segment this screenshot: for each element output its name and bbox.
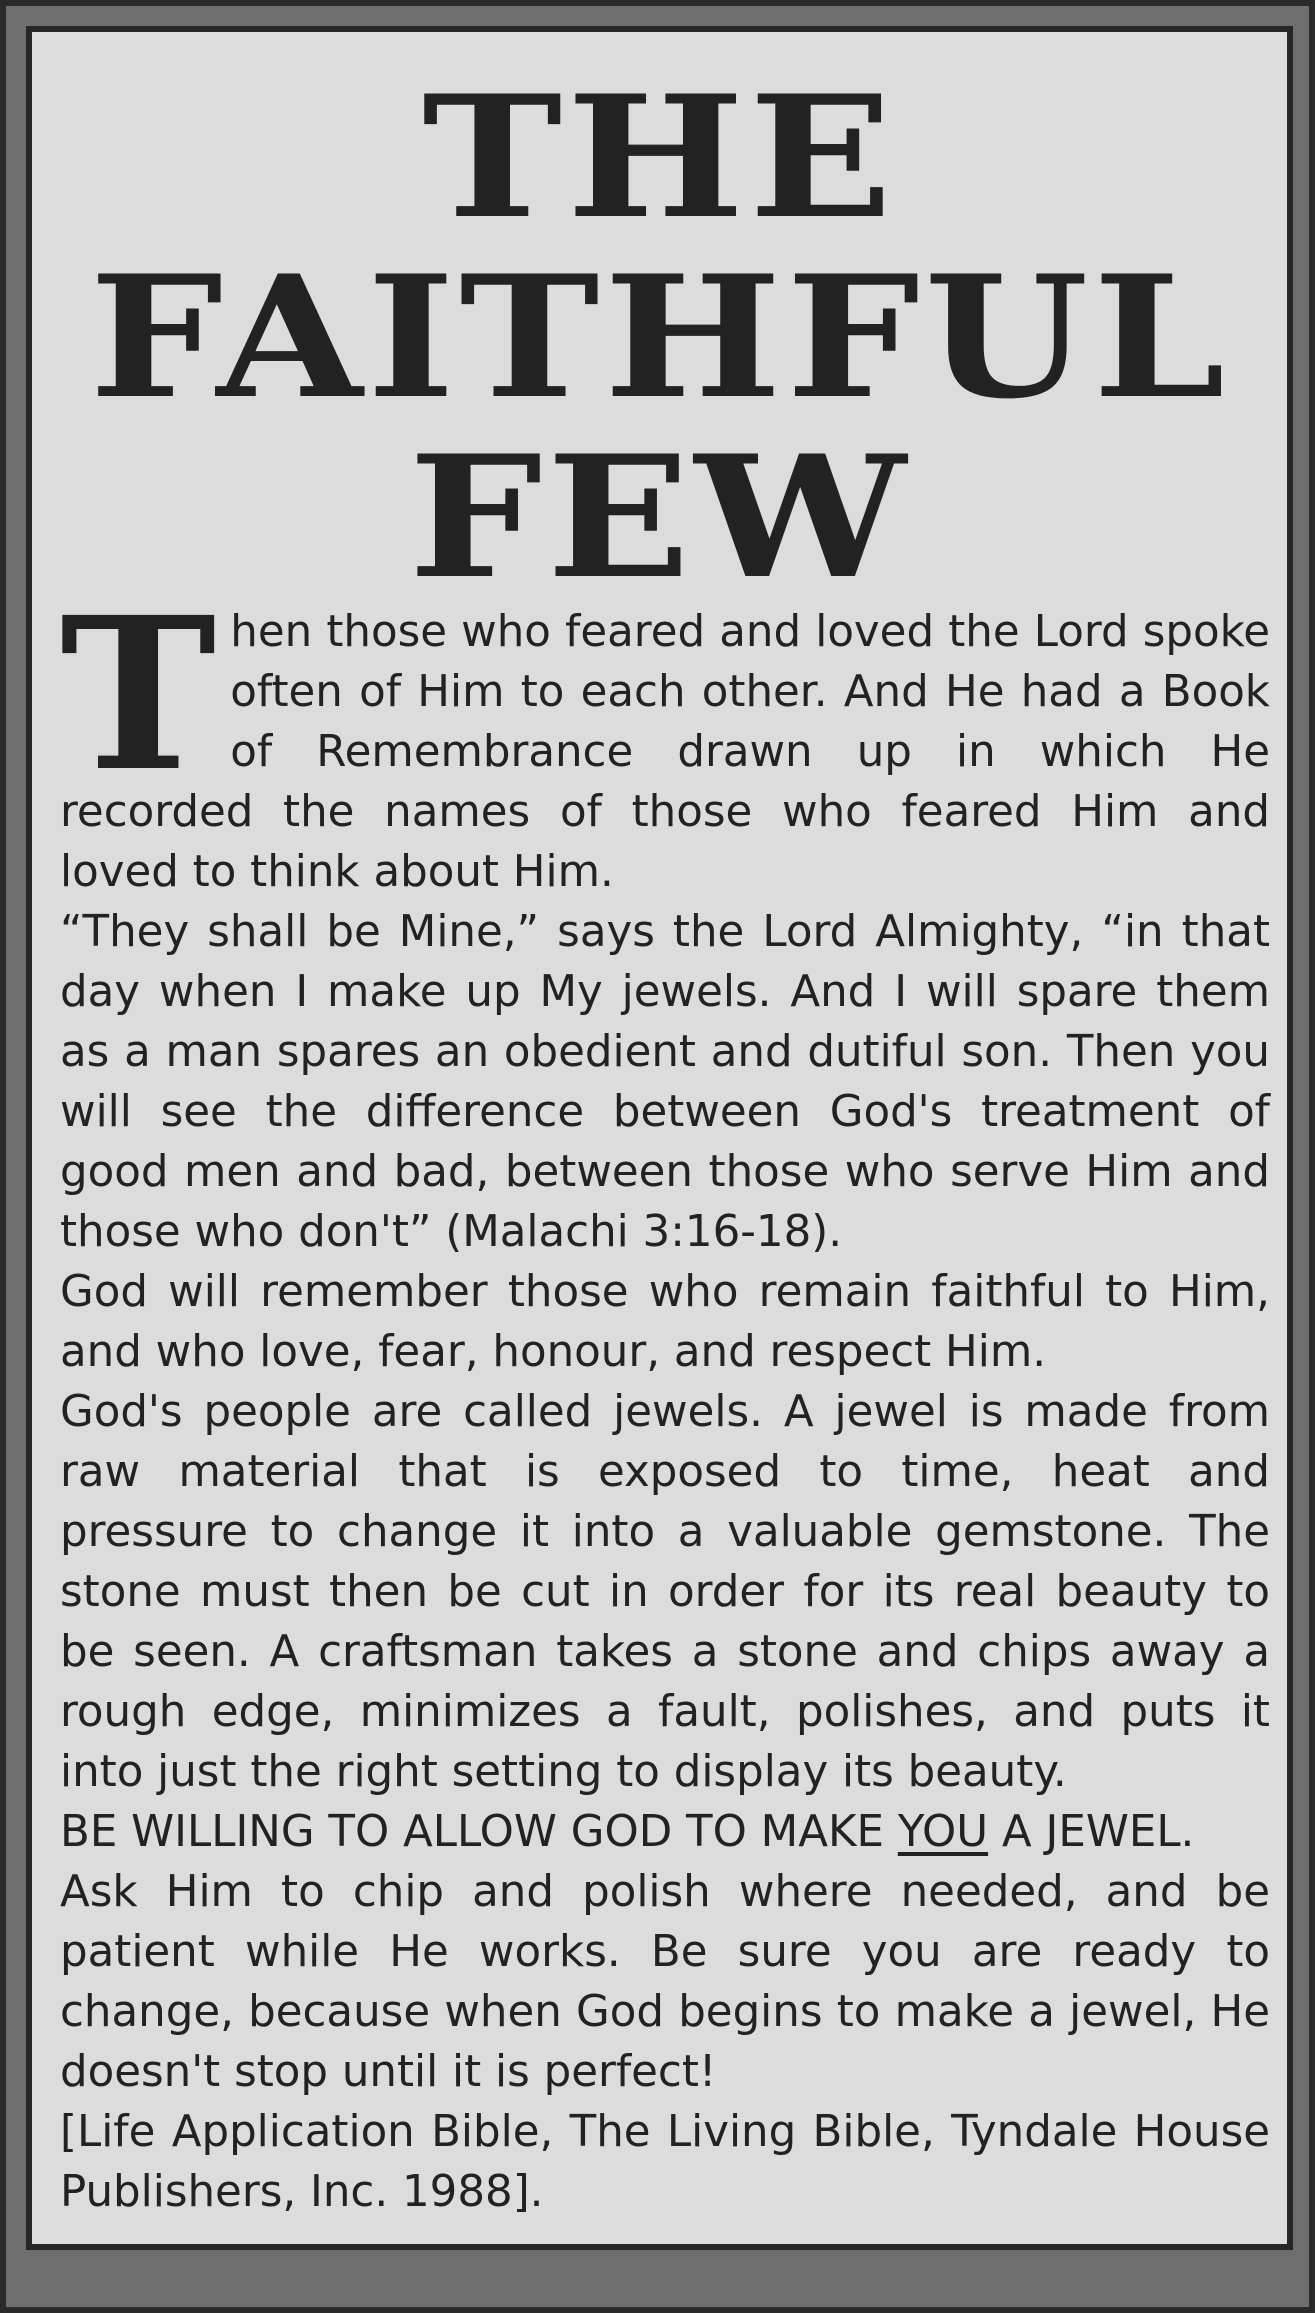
drop-cap: T [60, 571, 217, 818]
call-to-action-end: A JEWEL. [988, 1807, 1195, 1857]
paragraph-3: God will remember those who remain faithful to Him, and who love, fear, honour, and respect Him. [60, 1267, 1270, 1377]
paragraph-4: God's people are called jewels. A jewel is made from raw material that is exposed to time, heat and pressure to change it into a valuable gemstone. The stone must then be cut in order for its real beauty to be seen. A craftsman takes a stone and chips away a rough edge, minimizes a fault, polishes, and puts it into just the right setting to display its beauty. [60, 1387, 1270, 1797]
call-to-action-start: BE WILLING TO ALLOW GOD TO MAKE [60, 1807, 898, 1857]
source-citation: [Life Application Bible, The Living Bible, Tyndale House Publishers, Inc. 1988]. [60, 2107, 1270, 2217]
paragraph-5 [60, 1802, 1270, 1862]
title-line-2: FAITHFUL [89, 238, 1230, 436]
title-line-1: THE [422, 58, 897, 256]
page-title [0, 58, 1315, 616]
article-body [60, 571, 1270, 2222]
paragraph-6: Ask Him to chip and polish where needed, and be patient while He works. Be sure you are ready to change, because when God begins to make a jewel, He doesn't stop until it is perfect! [60, 1867, 1270, 2097]
title-line-3: FEW [408, 418, 911, 616]
paragraph-1 [60, 571, 1270, 902]
paragraph-2: “They shall be Mine,” says the Lord Almighty, “in that day when I make up My jewels. And I will spare them as a man spares an obedient and dutiful son. Then you will see the difference between God's treatment of good men and bad, between those who serve Him and those who don't” (Malachi 3:16-18). [60, 907, 1270, 1257]
paragraph-1-text: hen those who feared and loved the Lord spoke often of Him to each other. And He had a Book of Remembrance drawn up in which He recorded the names of those who feared Him and loved to think about Him. [60, 607, 1270, 897]
call-to-action-emphasis: YOU [897, 1807, 989, 1857]
content-panel [26, 26, 1293, 2250]
